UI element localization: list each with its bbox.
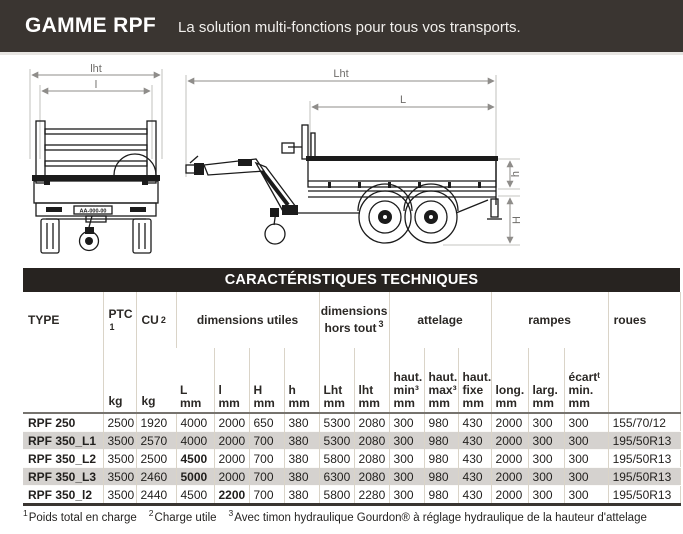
value-cell: 2000 [214, 468, 249, 486]
trailer-side-outline [186, 125, 502, 244]
value-cell: 195/50R13 [608, 486, 680, 505]
table-row [23, 450, 680, 468]
col-header-type [23, 292, 103, 413]
row-type-cell: RPF 350_L3 [23, 468, 103, 486]
sub-header-col-3: h mm [284, 348, 319, 413]
value-cell: 5800 [319, 486, 354, 505]
value-cell: 4000 [176, 432, 214, 450]
value-cell: 650 [249, 413, 284, 432]
value-cell: 195/50R13 [608, 468, 680, 486]
sub-header-col-0: L mm [176, 348, 214, 413]
value-cell: 430 [458, 413, 491, 432]
table-row [23, 486, 680, 505]
cu-header-label: CU [141, 312, 159, 327]
value-cell: 3500 [103, 432, 136, 450]
value-cell: 980 [424, 432, 458, 450]
value-cell: 300 [389, 432, 424, 450]
page-title: GAMME RPF [25, 14, 157, 37]
table-title: CARACTÉRISTIQUES TECHNIQUES [224, 272, 479, 288]
sub-header-col-2: H mm [249, 348, 284, 413]
row-type-cell: RPF 350_l2 [23, 486, 103, 505]
ptc-header-label: PTC [108, 306, 133, 321]
dim-label-H: H [511, 216, 523, 224]
sub-header-col-5: lht mm [354, 348, 389, 413]
page-subtitle: La solution multi-fonctions pour tous vos transports. [178, 18, 521, 36]
dim-label-h: h [510, 170, 522, 178]
value-cell: 2000 [491, 413, 528, 432]
group-header-attelage: attelage [389, 292, 491, 348]
value-cell: 380 [284, 450, 319, 468]
value-cell: 1920 [136, 413, 176, 432]
footnotes: $^1$Poids total en charge $^2$Charge utile $^3$Avec timon hydraulique Gourdon® à réglage hydraulique de la hauteur d'attelage [23, 508, 647, 524]
technical-drawings [0, 55, 683, 268]
sub-header-col-9: long. mm [491, 348, 528, 413]
spec-table-section [23, 268, 680, 506]
value-cell: 300 [564, 413, 608, 432]
footnote-2: Charge utile [154, 511, 217, 524]
value-cell: 700 [249, 432, 284, 450]
value-cell: 700 [249, 450, 284, 468]
value-cell: 300 [389, 450, 424, 468]
value-cell: 380 [284, 432, 319, 450]
group-header-rampes: rampes [491, 292, 608, 348]
trailer-side-details [194, 156, 498, 224]
value-cell: 2200 [214, 486, 249, 505]
value-cell: 430 [458, 486, 491, 505]
value-cell: 4500 [176, 450, 214, 468]
dim-label-L: L [399, 94, 407, 106]
row-type-cell: RPF 250 [23, 413, 103, 432]
value-cell: 2080 [354, 413, 389, 432]
dimension-lines [188, 81, 510, 243]
value-cell: 300 [528, 432, 564, 450]
sub-header-col-1: l mm [214, 348, 249, 413]
sub-header-col-11: écartᵗ min. mm [564, 348, 608, 413]
table-title-band [23, 268, 680, 292]
sub-header-col-6: haut. min³ mm [389, 348, 424, 413]
value-cell: 380 [284, 486, 319, 505]
value-cell: 3500 [103, 486, 136, 505]
cu-unit: kg [141, 394, 156, 408]
value-cell: 2000 [491, 450, 528, 468]
value-cell: 430 [458, 432, 491, 450]
value-cell: 300 [564, 486, 608, 505]
row-type-cell: RPF 350_L2 [23, 450, 103, 468]
footnote-1: Poids total en charge [28, 511, 137, 524]
value-cell: 195/50R13 [608, 432, 680, 450]
value-cell: 2000 [491, 432, 528, 450]
value-cell: 300 [389, 413, 424, 432]
footnote-3: Avec timon hydraulique Gourdon® à réglage hydraulique de la hauteur d'attelage [234, 511, 647, 524]
value-cell: 700 [249, 486, 284, 505]
value-cell: 2080 [354, 450, 389, 468]
value-cell: 2500 [103, 413, 136, 432]
value-cell: 2000 [214, 413, 249, 432]
dim-label-lht: lht [90, 63, 102, 75]
value-cell: 300 [389, 468, 424, 486]
value-cell: 980 [424, 450, 458, 468]
col-header-cu: CU 2 kg [136, 292, 176, 413]
value-cell: 300 [528, 450, 564, 468]
header-bar [0, 0, 683, 52]
value-cell: 2280 [354, 486, 389, 505]
value-cell: 2000 [491, 468, 528, 486]
group-header-dimensions-hors-tout: dimensions hors tout $^3$ [319, 292, 389, 348]
value-cell: 4000 [176, 413, 214, 432]
value-cell: 2460 [136, 468, 176, 486]
value-cell: 6300 [319, 468, 354, 486]
value-cell: 300 [528, 413, 564, 432]
type-header-label: TYPE [28, 312, 60, 327]
value-cell: 2570 [136, 432, 176, 450]
ptc-unit: kg [108, 394, 123, 408]
sub-header-col-8: haut. fixe mm [458, 348, 491, 413]
value-cell: 430 [458, 450, 491, 468]
value-cell: 3500 [103, 468, 136, 486]
sub-header-col-4: Lht mm [319, 348, 354, 413]
value-cell: 300 [528, 468, 564, 486]
value-cell: 155/70/12 [608, 413, 680, 432]
col-header-roues: roues [608, 292, 680, 413]
value-cell: 380 [284, 413, 319, 432]
dim-label-Lht: Lht [333, 68, 349, 80]
value-cell: 430 [458, 468, 491, 486]
value-cell: 2500 [136, 450, 176, 468]
value-cell: 2000 [491, 486, 528, 505]
trailer-rear-view-drawing [16, 61, 178, 267]
sub-header-col-10: larg. mm [528, 348, 564, 413]
value-cell: 300 [564, 450, 608, 468]
value-cell: 2000 [214, 432, 249, 450]
value-cell: 980 [424, 486, 458, 505]
value-cell: 300 [564, 432, 608, 450]
hydraulic-drawbar-cylinder [262, 171, 288, 205]
value-cell: 2440 [136, 486, 176, 505]
value-cell: 4500 [176, 486, 214, 505]
value-cell: 700 [249, 468, 284, 486]
value-cell: 980 [424, 468, 458, 486]
trailer-rear-outline [34, 121, 158, 253]
sub-header-col-7: haut. max³ mm [424, 348, 458, 413]
spec-table [23, 292, 681, 506]
value-cell: 5300 [319, 413, 354, 432]
table-row [23, 413, 680, 432]
value-cell: 195/50R13 [608, 450, 680, 468]
value-cell: 2080 [354, 468, 389, 486]
table-row [23, 468, 680, 486]
group-header-dimensions-utiles: dimensions utiles [176, 292, 319, 348]
value-cell: 5300 [319, 432, 354, 450]
license-plate-text: AA-000-00 [79, 208, 107, 215]
trailer-side-view-drawing [178, 59, 530, 269]
value-cell: 980 [424, 413, 458, 432]
value-cell: 380 [284, 468, 319, 486]
value-cell: 2000 [214, 450, 249, 468]
value-cell: 5800 [319, 450, 354, 468]
col-header-ptc: PTC 1 kg [103, 292, 136, 413]
dim-label-l: l [94, 79, 98, 91]
value-cell: 2080 [354, 432, 389, 450]
value-cell: 3500 [103, 450, 136, 468]
row-type-cell: RPF 350_L1 [23, 432, 103, 450]
value-cell: 300 [528, 486, 564, 505]
value-cell: 300 [389, 486, 424, 505]
value-cell: 300 [564, 468, 608, 486]
table-row [23, 432, 680, 450]
value-cell: 5000 [176, 468, 214, 486]
